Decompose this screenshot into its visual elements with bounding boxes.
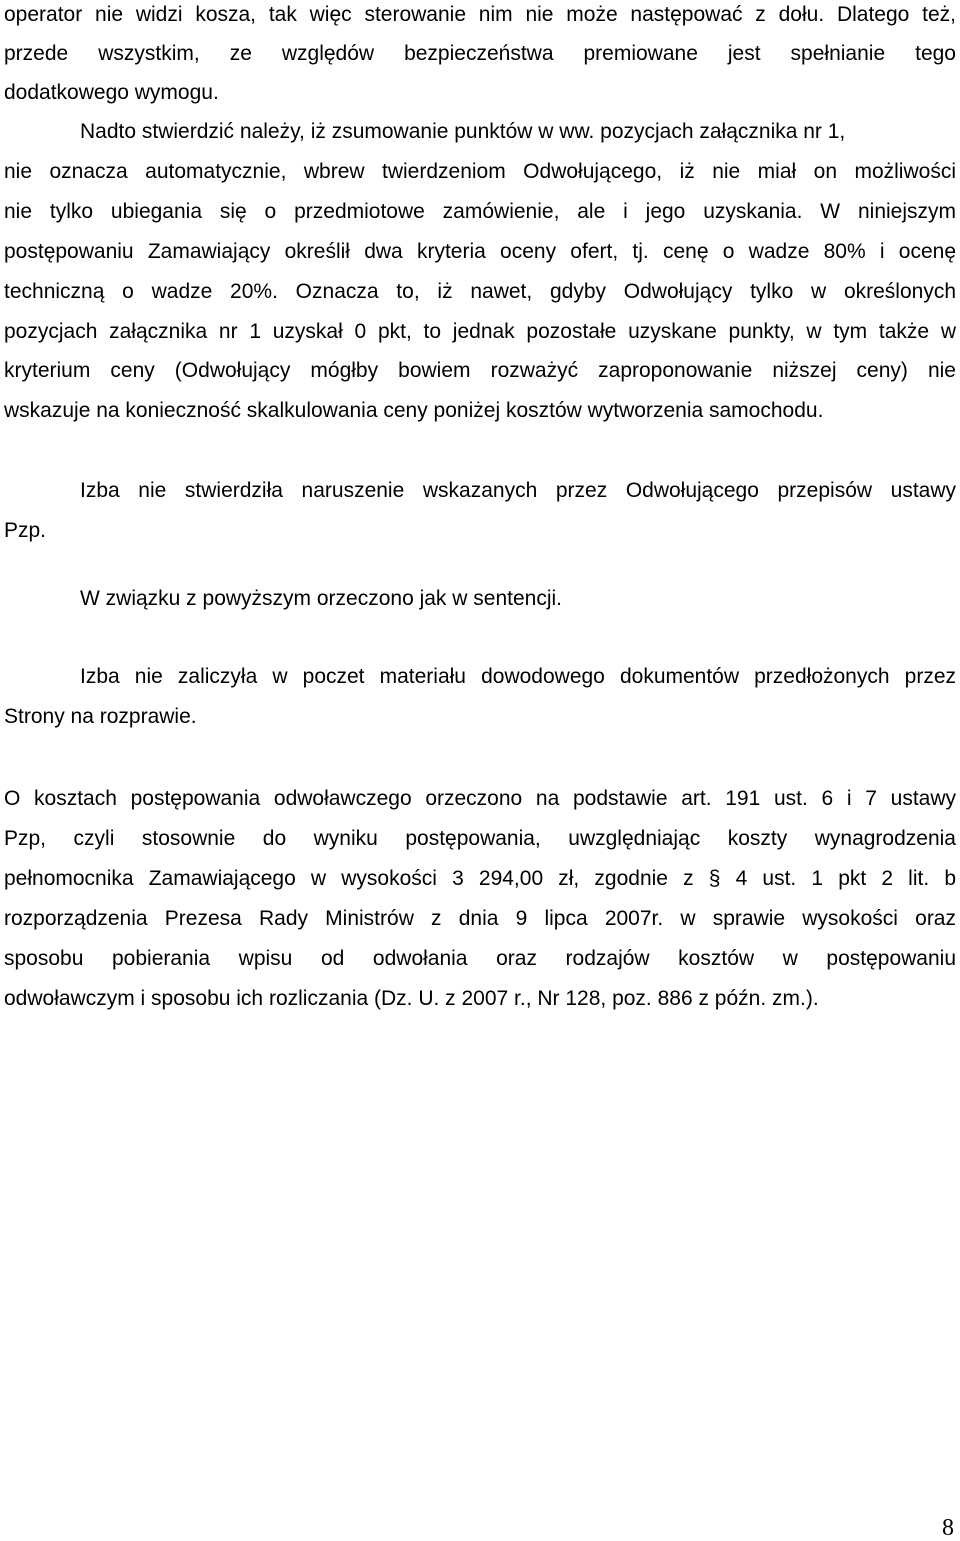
- paragraph-2-line-4: postępowaniu Zamawiający określił dwa kryteria oceny ofert, tj. cenę o wadze 80% i ocenę: [4, 240, 956, 263]
- paragraph-2-line-3: nie tylko ubiegania się o przedmiotowe zamówienie, ale i jego uzyskania. W niniejszym: [4, 200, 956, 223]
- paragraph-5-line-1: Izba nie zaliczyła w poczet materiału dowodowego dokumentów przedłożonych przez: [80, 665, 956, 688]
- paragraph-2-line-5: techniczną o wadze 20%. Oznacza to, iż nawet, gdyby Odwołujący tylko w określonych: [4, 280, 956, 303]
- paragraph-5-line-2: Strony na rozprawie.: [4, 705, 197, 728]
- paragraph-3-line-1: Izba nie stwierdziła naruszenie wskazanych przez Odwołującego przepisów ustawy: [80, 479, 956, 502]
- paragraph-4-line-1: W związku z powyższym orzeczono jak w sentencji.: [80, 587, 562, 610]
- paragraph-6-line-4: rozporządzenia Prezesa Rady Ministrów z dnia 9 lipca 2007r. w sprawie wysokości oraz: [4, 907, 956, 930]
- paragraph-2-line-1: Nadto stwierdzić należy, iż zsumowanie punktów w ww. pozycjach załącznika nr 1,: [80, 120, 846, 143]
- paragraph-6-line-5: sposobu pobierania wpisu od odwołania oraz rodzajów kosztów w postępowaniu: [4, 947, 956, 970]
- paragraph-2-line-6: pozycjach załącznika nr 1 uzyskał 0 pkt, to jednak pozostałe uzyskane punkty, w tym także w: [4, 320, 956, 343]
- paragraph-3-line-2: Pzp.: [4, 519, 47, 542]
- paragraph-6-line-1: O kosztach postępowania odwoławczego orzeczono na podstawie art. 191 ust. 6 i 7 ustawy: [4, 787, 956, 810]
- paragraph-2-line-2: nie oznacza automatycznie, wbrew twierdzeniom Odwołującego, iż nie miał on możliwości: [4, 160, 956, 183]
- paragraph-2-line-8: wskazuje na konieczność skalkulowania ceny poniżej kosztów wytworzenia samochodu.: [4, 399, 824, 422]
- paragraph-6-line-3: pełnomocnika Zamawiającego w wysokości 3 294,00 zł, zgodnie z § 4 ust. 1 pkt 2 lit. b: [4, 867, 956, 890]
- paragraph-6-line-6: odwoławczym i sposobu ich rozliczania (Dz. U. z 2007 r., Nr 128, poz. 886 z późn. zm.).: [4, 987, 819, 1010]
- paragraph-1-line-2: przede wszystkim, ze względów bezpieczeństwa premiowane jest spełnianie tego: [4, 42, 956, 65]
- page-number: 8: [942, 1515, 954, 1541]
- paragraph-2-line-7: kryterium ceny (Odwołujący mógłby bowiem rozważyć zaproponowanie niższej ceny) nie: [4, 359, 956, 382]
- paragraph-6-line-2: Pzp, czyli stosownie do wyniku postępowania, uwzględniając koszty wynagrodzenia: [4, 827, 956, 850]
- paragraph-1-line-1: operator nie widzi kosza, tak więc sterowanie nim nie może następować z dołu. Dlatego też,: [4, 3, 956, 26]
- paragraph-1-line-3: dodatkowego wymogu.: [4, 81, 219, 104]
